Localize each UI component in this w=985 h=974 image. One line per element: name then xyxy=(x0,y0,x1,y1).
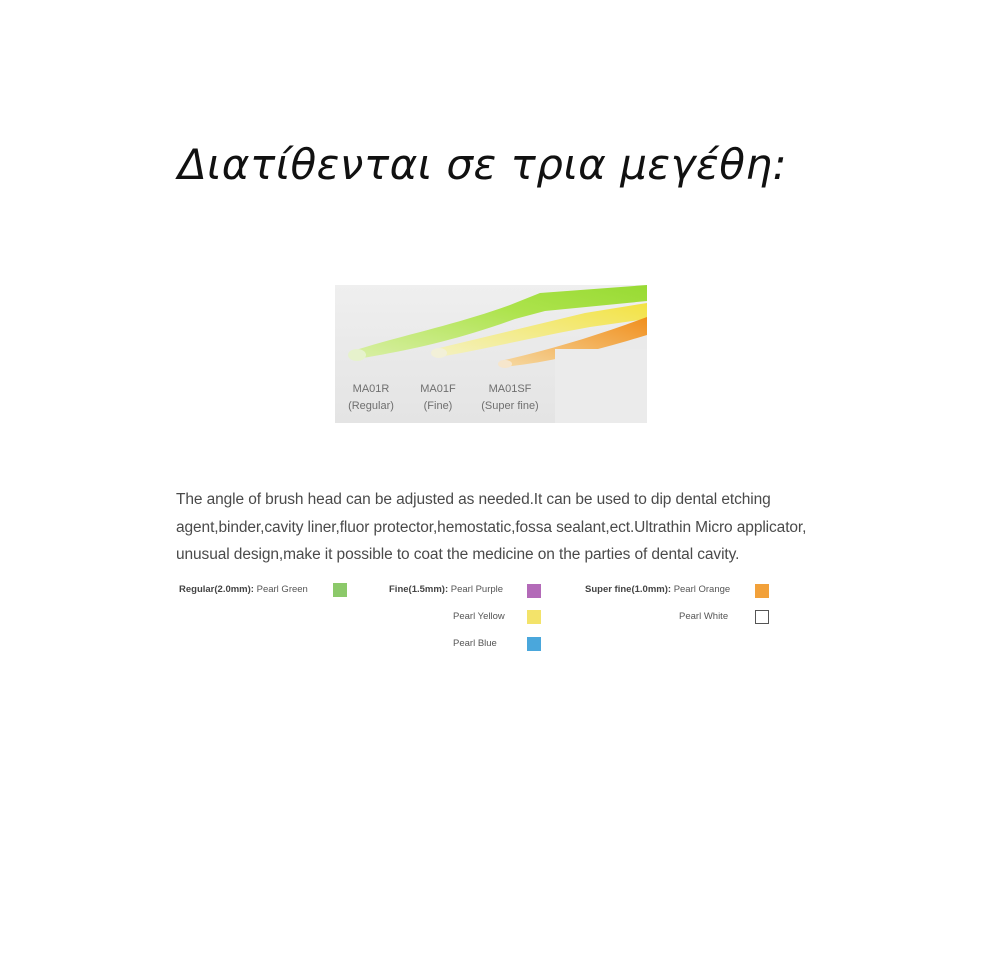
size-label: Super fine(1.0mm): xyxy=(585,584,672,595)
description-line: The angle of brush head can be adjusted as needed.It can be used to dip dental etching xyxy=(176,491,771,508)
superfine-option-orange xyxy=(585,584,730,595)
page-heading: Διατίθενται σε τρια μεγέθη: xyxy=(177,140,788,189)
label-name: (Regular) xyxy=(348,400,394,412)
color-name: Pearl White xyxy=(679,611,729,622)
label-code: MA01R xyxy=(352,383,390,395)
product-description xyxy=(176,486,816,569)
description-line: agent,binder,cavity liner,fluor protector,hemostatic,fossa sealant,ect.Ultrathin Micro applicator, xyxy=(176,518,807,536)
swatch-pearl-yellow xyxy=(527,610,541,624)
color-name: Pearl Green xyxy=(256,584,308,595)
description-line: unusual design,make it possible to coat the medicine on the parties of dental cavity. xyxy=(176,546,740,563)
size-label: Fine(1.5mm): xyxy=(389,584,449,595)
color-name: Pearl Purple xyxy=(450,584,504,595)
swatch-pearl-purple xyxy=(527,584,541,598)
color-name: Pearl Blue xyxy=(453,638,497,649)
label-code: MA01SF xyxy=(488,383,532,395)
regular-option-green xyxy=(179,584,308,595)
swatch-pearl-green xyxy=(333,583,347,597)
fine-option-blue xyxy=(453,638,497,649)
color-name: Pearl Yellow xyxy=(453,611,505,622)
swatch-pearl-white xyxy=(755,610,769,624)
label-code: MA01F xyxy=(420,383,456,395)
swatch-pearl-orange xyxy=(755,584,769,598)
label-superfine xyxy=(475,381,545,415)
swatch-pearl-blue xyxy=(527,637,541,651)
label-name: (Super fine) xyxy=(481,400,539,412)
superfine-option-white xyxy=(679,611,728,622)
label-name: (Fine) xyxy=(423,400,453,412)
size-label: Regular(2.0mm): xyxy=(179,584,254,595)
photo-mask xyxy=(555,349,647,423)
color-name: Pearl Orange xyxy=(673,584,731,595)
fine-option-yellow xyxy=(453,611,505,622)
label-fine xyxy=(413,381,463,415)
label-regular xyxy=(343,381,399,415)
product-photo xyxy=(335,285,647,423)
fine-option-purple xyxy=(389,584,503,595)
